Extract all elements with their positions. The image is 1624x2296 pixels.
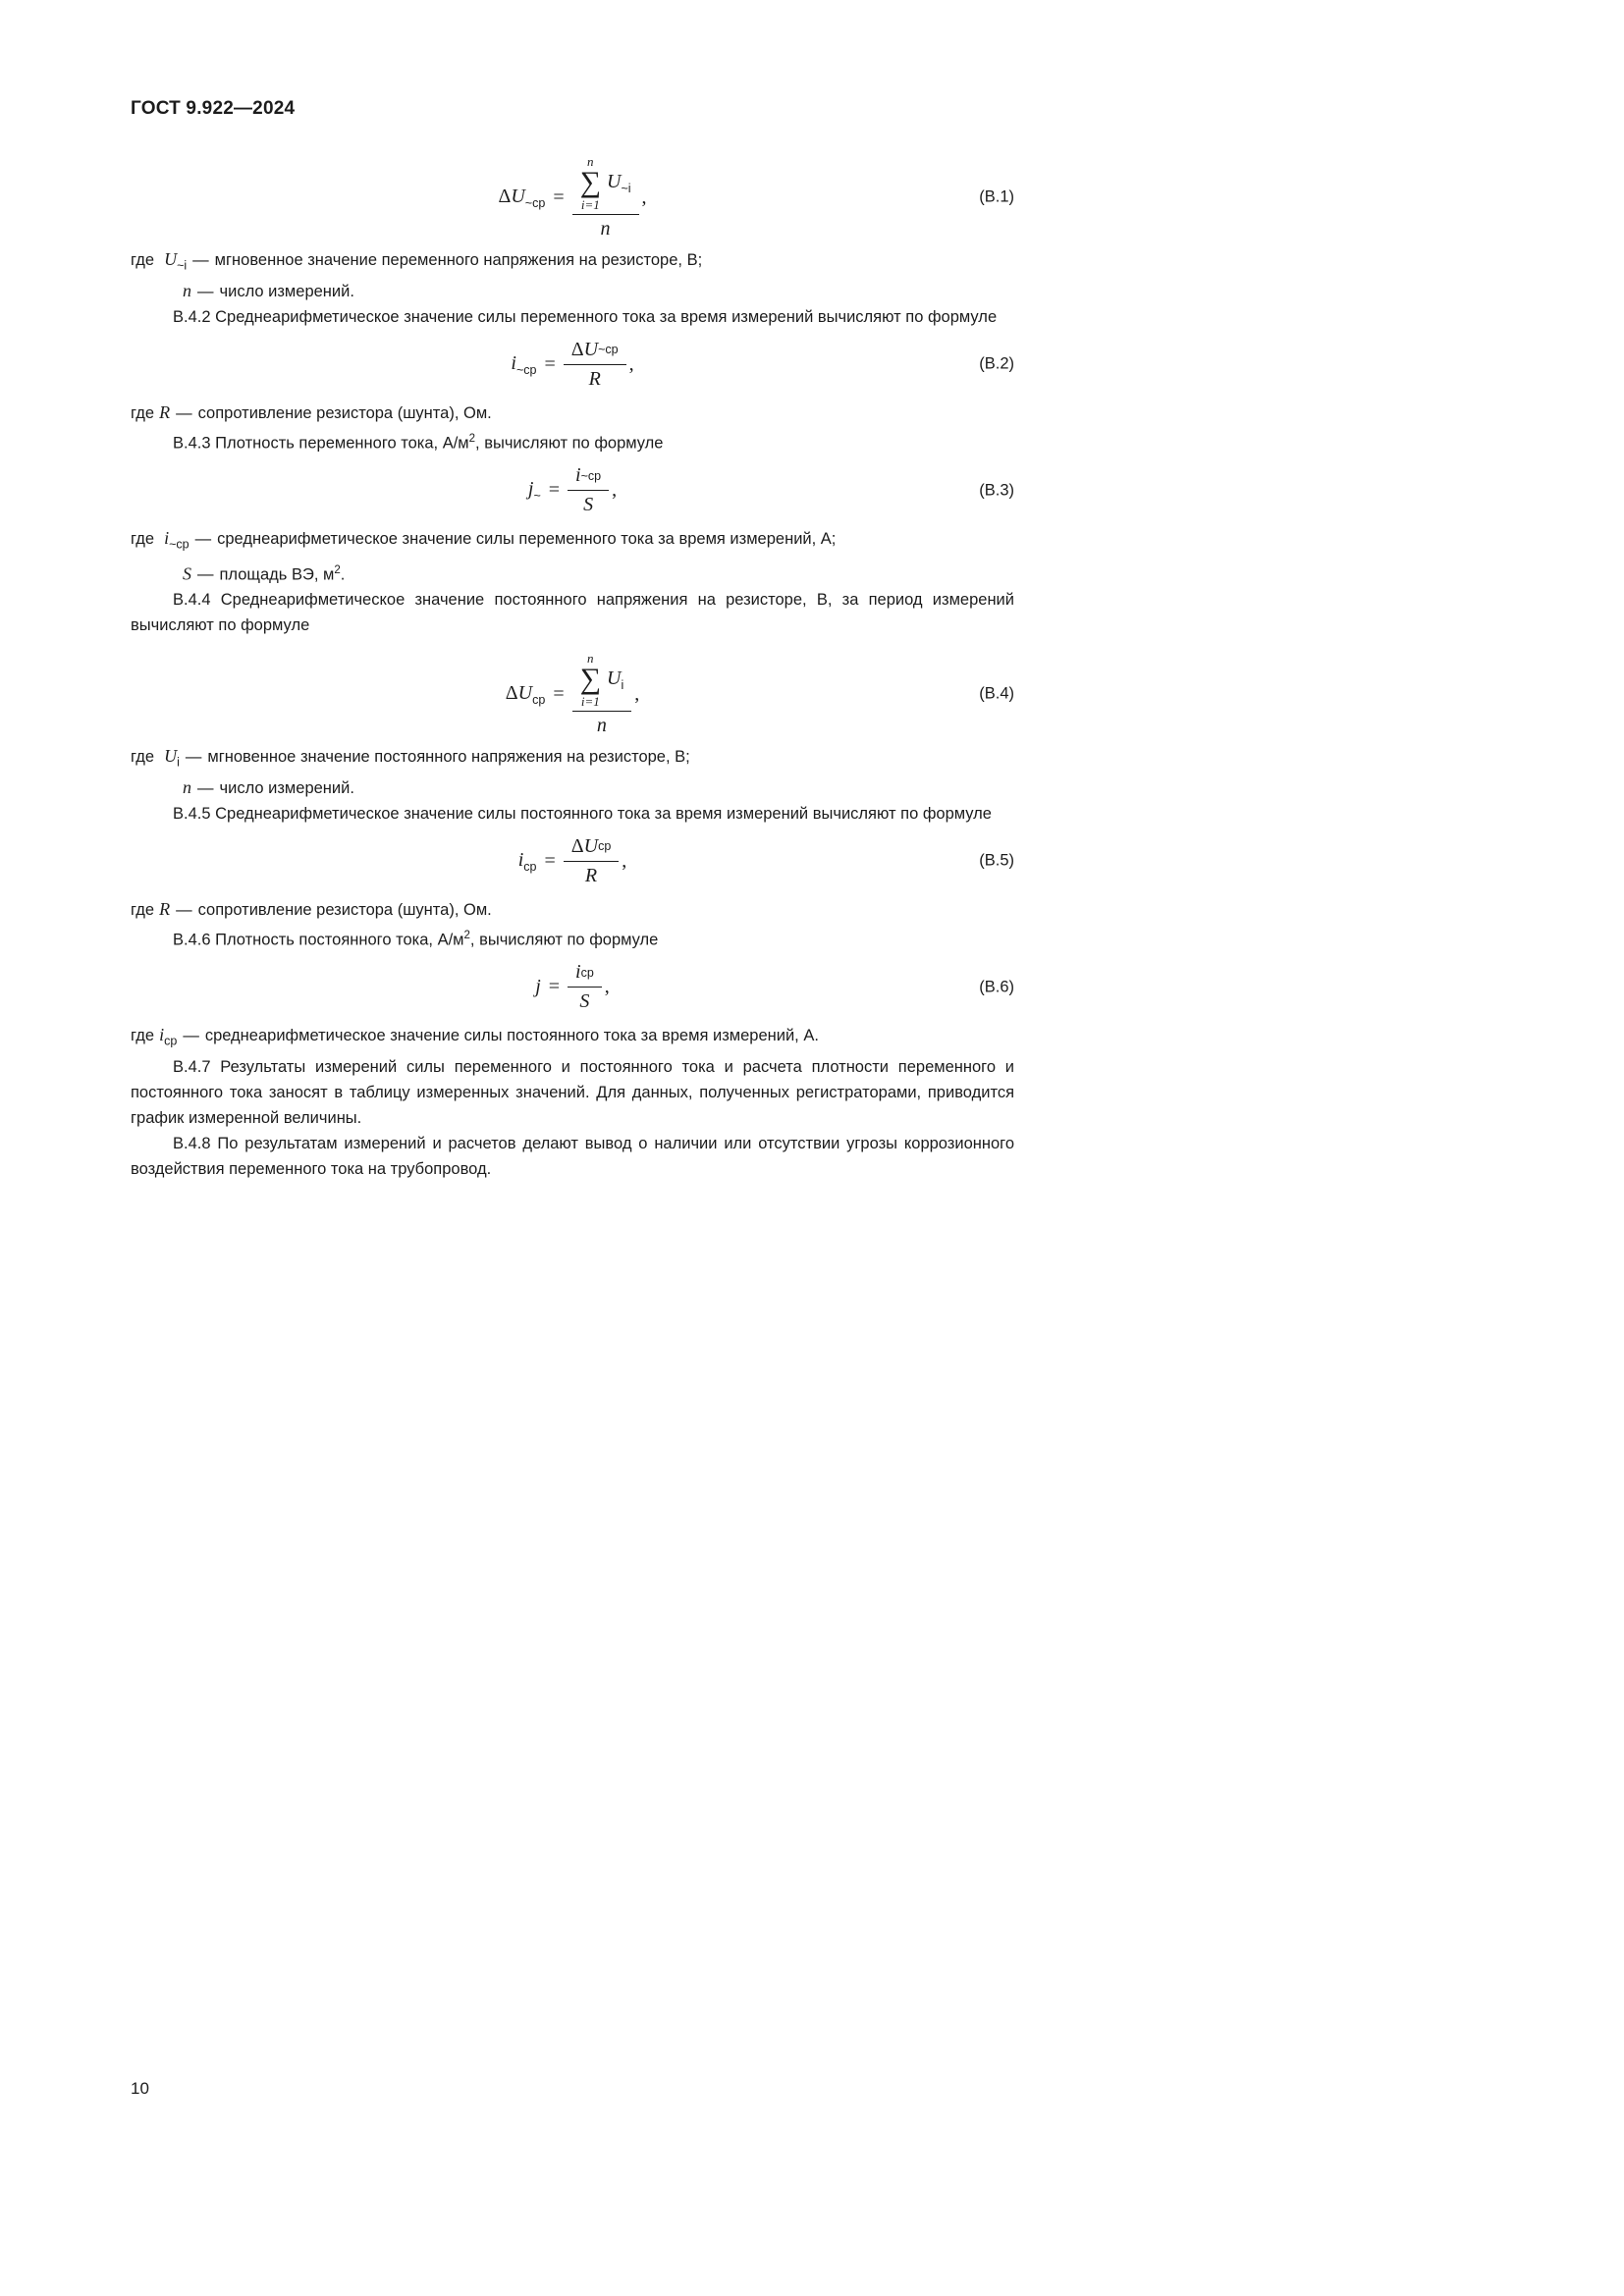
paragraph-text: В.4.6 Плотность постоянного тока, А/м: [173, 931, 464, 949]
subscript: ср: [532, 692, 546, 707]
definition-text: среднеарифметическое значение силы постоянного тока за время измерений, А.: [204, 1027, 819, 1045]
formula-b4-expression: [506, 652, 639, 737]
term-subscript: ср: [164, 1034, 178, 1048]
paragraph-b46: [131, 923, 1014, 953]
definition-text: число измерений.: [219, 282, 354, 300]
fraction-numerator: [564, 835, 620, 862]
fraction-denominator: [597, 712, 607, 737]
where-line: [131, 1022, 1014, 1053]
where-line: [131, 774, 1014, 801]
where-line: [131, 896, 1014, 923]
term-variable: U: [164, 745, 178, 766]
comma: ,: [641, 186, 647, 208]
sum-symbol: ∑: [579, 663, 601, 696]
delta-symbol: Δ: [570, 834, 584, 857]
where-keyword: где: [131, 403, 155, 422]
variable: i: [511, 351, 516, 374]
variable: i: [575, 464, 581, 487]
comma: ,: [612, 479, 618, 502]
dash: —: [197, 565, 214, 584]
variable: U: [511, 185, 525, 207]
variable: i: [517, 848, 524, 871]
formula-lhs: [511, 352, 536, 377]
formula-number: (В.2): [979, 354, 1014, 373]
formula-number: (В.5): [979, 851, 1014, 870]
where-line: [131, 246, 1014, 278]
dash: —: [185, 747, 202, 766]
definition-text: сопротивление резистора (шунта), Ом.: [197, 403, 492, 422]
fraction: [564, 339, 626, 391]
dash: —: [192, 250, 209, 269]
formula-number: (В.1): [979, 187, 1014, 206]
where-keyword: где: [131, 530, 155, 549]
fraction-numerator: [564, 339, 626, 365]
paragraph-b45: В.4.5 Среднеарифметическое значение силы постоянного тока за время измерений вычисляют по формуле: [173, 804, 992, 823]
paragraph-text: , вычисляют по формуле: [475, 434, 664, 453]
definition-text: число измерений.: [219, 778, 354, 797]
formula-lhs: [498, 186, 545, 210]
fraction-denominator: [579, 988, 589, 1013]
definition-text: площадь ВЭ, м: [219, 565, 335, 584]
delta-symbol: Δ: [570, 338, 584, 360]
delta-symbol: Δ: [498, 185, 512, 207]
fraction-numerator: [572, 652, 632, 712]
paragraph-text: В.4.3 Плотность переменного тока, А/м: [173, 434, 469, 453]
term-variable: i: [164, 528, 170, 549]
paragraph-b43: [131, 426, 1014, 456]
subscript: i: [621, 677, 624, 692]
sum-symbol: ∑: [579, 166, 601, 198]
variable: U: [606, 170, 622, 192]
term-variable: n: [183, 280, 191, 300]
term-variable: U: [164, 248, 178, 269]
summation: [580, 652, 601, 708]
fraction-numerator: [568, 961, 602, 988]
term-subscript: ~i: [177, 257, 188, 272]
where-line: [131, 278, 1014, 304]
equals-sign: =: [553, 682, 565, 705]
formula-b1-expression: [498, 155, 646, 240]
paragraph-b44: В.4.4 Среднеарифметическое значение постоянного напряжения на резисторе, В, за период измерений вычисляют по формуле: [131, 591, 1014, 635]
variable: j: [535, 976, 541, 998]
equals-sign: =: [548, 479, 561, 502]
formula-b5: [131, 835, 1014, 887]
variable: U: [583, 338, 599, 360]
formula-b2-expression: [511, 339, 633, 391]
equals-sign: =: [544, 849, 556, 872]
superscript: 2: [463, 929, 470, 941]
fraction-numerator: [568, 464, 609, 491]
where-clause-b4: [131, 743, 1014, 801]
subscript: ~ср: [524, 195, 546, 210]
variable: S: [583, 494, 594, 516]
summation: [580, 155, 601, 211]
where-clause-b6: [131, 1022, 1014, 1053]
subscript: ~ср: [515, 362, 537, 377]
fraction: [564, 835, 620, 887]
formula-b6: [131, 961, 1014, 1013]
formula-b3: [131, 464, 1014, 516]
where-clause-b2: [131, 400, 1014, 426]
subscript: ~i: [621, 181, 631, 195]
equals-sign: =: [553, 186, 565, 208]
definition-text: мгновенное значение постоянного напряжения на резисторе, В;: [207, 747, 690, 766]
where-keyword: где: [131, 900, 155, 919]
formula-b3-expression: [528, 464, 617, 516]
variable: i: [575, 961, 581, 984]
variable: n: [596, 714, 607, 736]
fraction-denominator: [589, 365, 601, 391]
formula-b5-expression: [518, 835, 627, 887]
formula-b2: [131, 339, 1014, 391]
fraction-denominator: [585, 862, 597, 887]
formula-lhs: [535, 976, 541, 998]
variable: R: [588, 367, 601, 390]
content-column: [131, 98, 1014, 1182]
fraction: [568, 464, 609, 516]
where-clause-b1: [131, 246, 1014, 304]
term-subscript: ~ср: [169, 537, 189, 552]
where-keyword: где: [131, 747, 155, 766]
where-line: [131, 743, 1014, 774]
superscript: 2: [468, 432, 476, 445]
where-line: [131, 558, 1014, 588]
page-number: 10: [131, 2079, 149, 2098]
where-clause-b3: [131, 525, 1014, 587]
subscript: ср: [580, 965, 594, 980]
definition-text: сопротивление резистора (шунта), Ом.: [197, 900, 492, 919]
subscript: ср: [598, 839, 612, 854]
fraction-denominator: [583, 491, 593, 516]
equals-sign: =: [544, 352, 556, 375]
comma: ,: [628, 352, 634, 375]
term-variable: i: [159, 1025, 165, 1045]
term-subscript: i: [177, 754, 180, 769]
where-clause-b5: [131, 896, 1014, 923]
paragraph-b48: В.4.8 По результатам измерений и расчетов делают вывод о наличии или отсутствии угрозы коррозионного воздействия переменного тока на трубопровод.: [131, 1134, 1014, 1178]
formula-lhs: [528, 478, 541, 503]
variable: U: [606, 667, 622, 689]
formula-number: (В.4): [979, 684, 1014, 703]
fraction: [568, 961, 602, 1013]
variable: j: [527, 478, 534, 501]
dash: —: [183, 1027, 199, 1045]
formula-lhs: [518, 849, 537, 874]
sum-argument: [607, 171, 631, 195]
formula-b6-expression: [535, 961, 610, 1013]
sum-upper-limit: n: [587, 154, 594, 169]
dash: —: [197, 778, 214, 797]
comma: ,: [622, 849, 627, 872]
definition-text: среднеарифметическое значение силы переменного тока за время измерений, А;: [217, 530, 837, 549]
dash: —: [176, 403, 192, 422]
sum-upper-limit: n: [587, 651, 594, 667]
variable: U: [583, 834, 599, 857]
term-variable: R: [159, 898, 171, 919]
dash: —: [197, 282, 214, 300]
variable: n: [600, 217, 611, 240]
formula-b1: [131, 155, 1014, 240]
dash: —: [176, 900, 192, 919]
comma: ,: [634, 682, 640, 705]
where-keyword: где: [131, 1027, 155, 1045]
fraction-numerator: [572, 155, 639, 215]
doc-header: ГОСТ 9.922—2024: [131, 98, 296, 119]
definition-text: .: [340, 565, 346, 584]
paragraph-text: , вычисляют по формуле: [469, 931, 659, 949]
definition-text: мгновенное значение переменного напряжения на резисторе, В;: [214, 250, 703, 269]
term-variable: R: [159, 401, 171, 422]
formula-lhs: [506, 682, 546, 707]
sum-lower-limit: i=1: [580, 693, 600, 709]
term-variable: n: [183, 776, 191, 797]
subscript: ~ср: [580, 468, 602, 483]
superscript: 2: [334, 563, 341, 576]
formula-number: (В.6): [979, 978, 1014, 996]
delta-symbol: Δ: [505, 681, 518, 704]
subscript: ~: [533, 489, 541, 504]
variable: U: [517, 681, 533, 704]
sum-argument: [607, 667, 623, 692]
sum-lower-limit: i=1: [580, 196, 600, 212]
fraction-denominator: [601, 215, 611, 240]
subscript: ~ср: [598, 343, 619, 357]
formula-number: (В.3): [979, 481, 1014, 500]
comma: ,: [604, 976, 610, 998]
formula-b4: [131, 652, 1014, 737]
where-line: [131, 525, 1014, 557]
where-line: [131, 400, 1014, 426]
paragraph-b42: В.4.2 Среднеарифметическое значение силы переменного тока за время измерений вычисляют по формуле: [173, 307, 998, 326]
variable: S: [579, 990, 590, 1013]
where-keyword: где: [131, 250, 155, 269]
dash: —: [194, 530, 212, 549]
variable: R: [584, 864, 598, 886]
subscript: ср: [523, 859, 537, 874]
paragraph-b47: В.4.7 Результаты измерений силы переменного и постоянного тока и расчета плотности переменного и постоянного тока заносят в таблицу измеренных значений. Для данных, полученных регистраторами, приводится график измеренной величины.: [131, 1057, 1014, 1127]
fraction: [572, 155, 639, 240]
equals-sign: =: [548, 976, 561, 998]
fraction: [572, 652, 632, 737]
term-variable: S: [183, 563, 191, 584]
